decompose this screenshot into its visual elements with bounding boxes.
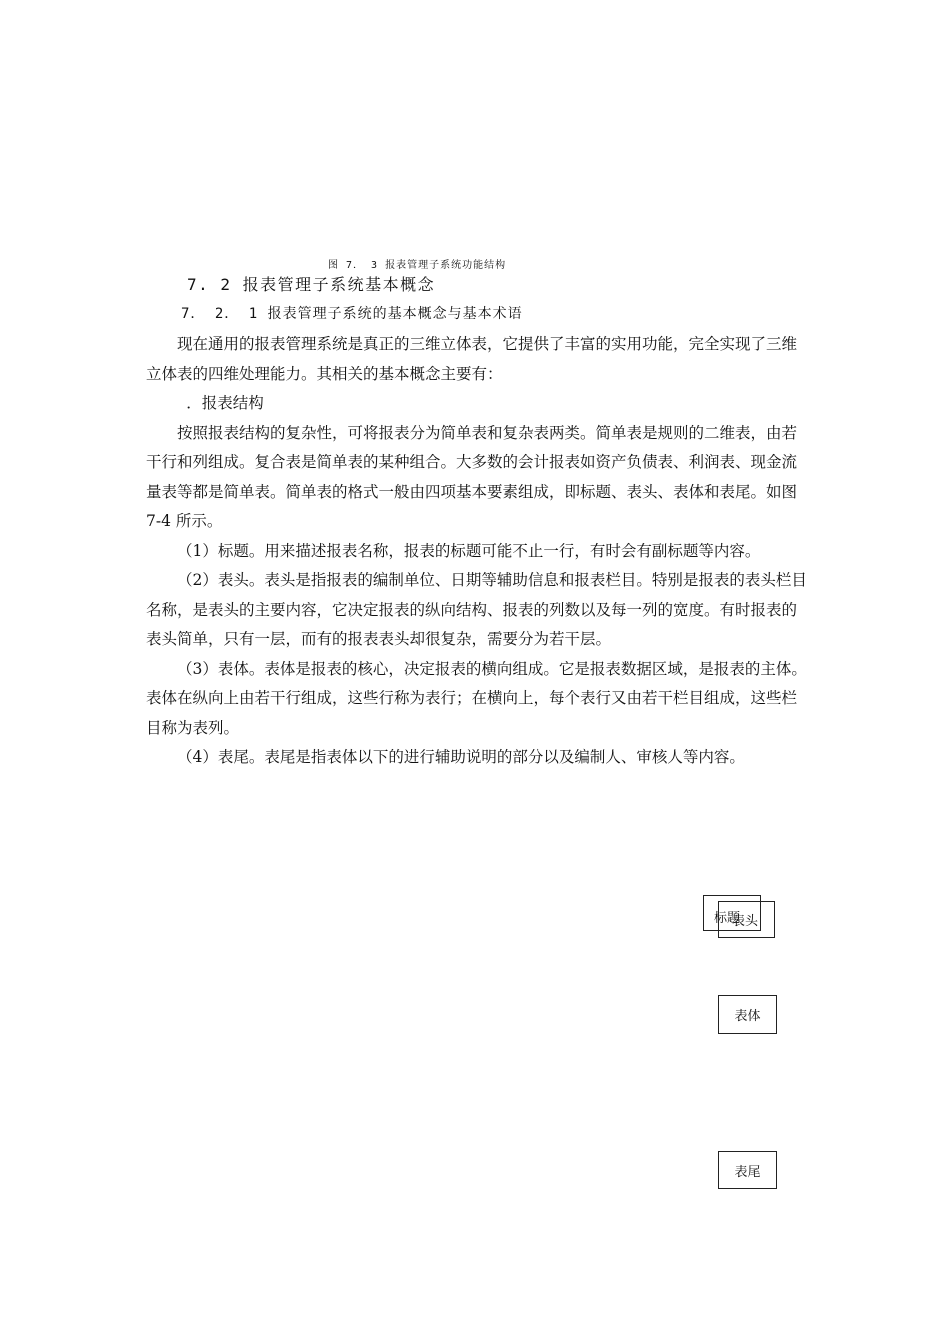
- paragraph-title-item: （1）标题。用来描述报表名称，报表的标题可能不止一行，有时会有副标题等内容。: [177, 541, 761, 560]
- paragraph-body-item: （3）表体。表体是报表的核心，决定报表的横向组成。它是报表数据区域，是报表的主体。表体在纵向上由若干行组成，这些行称为表行；在横向上，每个表行又由若干栏目组成，这些栏目称为表列。: [146, 659, 807, 737]
- paragraph-head-item: （2）表头。表头是指报表的编制单位、日期等辅助信息和报表栏目。特别是报表的表头栏目名称，是表头的主要内容，它决定报表的纵向结构、报表的列数以及每一列的宽度。有时报表的表头简单，只有一层，而有的报表表头却很复杂，需要分为若干层。: [146, 571, 807, 648]
- subsection-title: 7． 2． 1 报表管理子系统的基本概念与基本术语: [181, 306, 523, 322]
- diagram-body-box: [718, 995, 777, 1034]
- diagram-title-label: 标题: [714, 911, 741, 926]
- diagram-body-label: 表体: [734, 1009, 761, 1024]
- section-title: 7. 2 报表管理子系统基本概念: [187, 275, 436, 294]
- body-text: [146, 330, 810, 773]
- paragraph-report-structure: 按照报表结构的复杂性，可将报表分为简单表和复杂表两类。简单表是规则的二维表，由若干行和列组成。复合表是简单表的某种组合。大多数的会计报表如资产负债表、利润表、现金流量表等都是简单表。简单表的格式一般由四项基本要素组成，即标题、表头、表体和表尾。如图 7-4 所示。: [146, 423, 798, 530]
- diagram-tail-box: [718, 1151, 777, 1189]
- diagram-tail-label: 表尾: [734, 1164, 761, 1180]
- diagram-head-label: 表头: [731, 914, 758, 929]
- diagram-head-box: [718, 901, 775, 938]
- figure-caption: 图 7． 3 报表管理子系统功能结构: [328, 260, 507, 271]
- paragraph-intro: 现在通用的报表管理系统是真正的三维立体表，它提供了丰富的实用功能，完全实现了三维立体表的四维处理能力。其相关的基本概念主要有：: [146, 335, 798, 383]
- paragraph-report-structure-heading: ．报表结构: [186, 394, 264, 412]
- paragraph-tail-item: （4）表尾。表尾是指表体以下的进行辅助说明的部分以及编制人、审核人等内容。: [177, 748, 745, 766]
